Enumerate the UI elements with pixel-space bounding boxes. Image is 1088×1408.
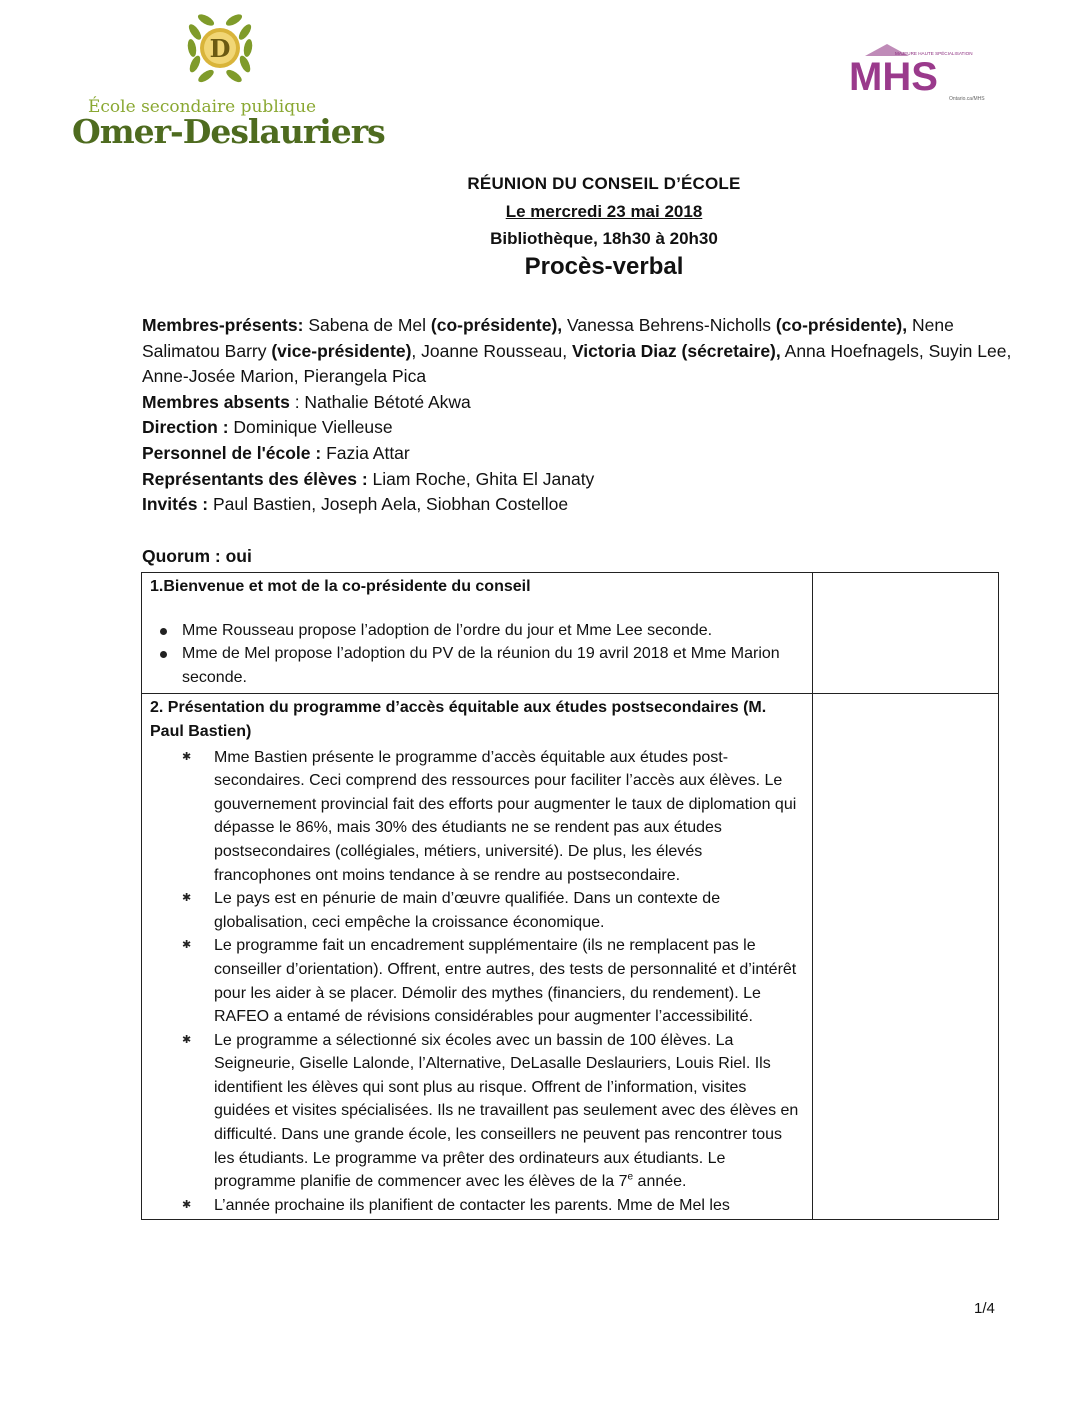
page-number: 1/4 [974, 1300, 995, 1317]
students-label: Représentants des élèves : [142, 468, 368, 489]
section-title: 1.Bienvenue et mot de la co-présidente du conseil [150, 578, 531, 595]
list-item: ✱ L’année prochaine ils planifient de contacter les parents. Mme de Mel les [214, 1194, 802, 1218]
member-name: Nene Salimatou Barry [142, 315, 954, 361]
staff-name: Fazia Attar [321, 442, 410, 463]
agenda-table [141, 572, 999, 1220]
meeting-date: Le mercredi 23 mai 2018 [505, 202, 703, 221]
section-title: 2. Présentation du programme d’accès équitable aux études postsecondaires (M. Paul Bastien) [150, 699, 767, 740]
quorum: Quorum : oui [142, 546, 252, 566]
attendance-block [142, 313, 1012, 518]
meeting-place: Bibliothèque, 18h30 à 20h30 [490, 229, 718, 248]
list-item: ✱ Le programme fait un encadrement supplémentaire (ils ne remplacent pas le conseiller d’orientation). Offrent, entre autres, des tests de personnalité et d’intérêt pour les aider à se placer. Démolir des mythes (financiers, du rendement). Le RAFEO a entamé de révisions considérables pour augmenter l’accessibilité. [214, 934, 802, 1028]
table-row [142, 573, 999, 694]
mhs-small-text: MAJEURE HAUTE SPÉCIALISATION [895, 51, 973, 56]
document-type: Procès-verbal [524, 253, 684, 280]
list-item [214, 1029, 802, 1194]
member-role: (co-présidente), [775, 315, 908, 335]
agenda-item-1 [142, 573, 813, 694]
list-item: ✱ Mme Bastien présente le programme d’accès équitable aux études post-secondaires. Ceci comprend des ressources pour faciliter l’accès aux élèves. Le gouvernement provincial fait des efforts pour augmenter le taux de diplomation qui dépasse le 86%, mais 30% des étudiants ne se rendent pas aux études postsecondaires (collégiales, métiers, université). De plus, les élevés francophones ont moins tendance à se rendre au postsecondaire. [214, 746, 802, 888]
absent-label: Membres absents [142, 391, 290, 412]
staff-label: Personnel de l'école : [142, 442, 322, 463]
absent-names: : Nathalie Bétoté Akwa [289, 391, 471, 412]
mhs-text: MHS [849, 55, 938, 99]
list-item: ✱ Le pays est en pénurie de main d’œuvre qualifiée. Dans un contexte de globalisation, ceci empêche la croissance économique. [214, 887, 802, 934]
direction-label: Direction : [142, 417, 229, 438]
agenda-item-2 [142, 694, 813, 1220]
bullet-list [150, 746, 802, 1218]
direction-name: Dominique Vielleuse [228, 417, 393, 438]
notes-cell [813, 573, 999, 694]
school-logo [70, 8, 385, 151]
guests-names: Paul Bastien, Joseph Aela, Siobhan Costelloe [208, 494, 569, 515]
member-secretary: Victoria Diaz (sécretaire), [571, 340, 781, 361]
member-name: Vanessa Behrens-Nicholls [562, 315, 776, 335]
document-header [0, 174, 1088, 281]
students-names: Liam Roche, Ghita El Janaty [367, 468, 595, 489]
mhs-logo [845, 42, 1005, 107]
member-name: Sabena de Mel [303, 315, 431, 335]
member-name: , Joanne Rousseau, [411, 340, 572, 361]
list-item: Mme Rousseau propose l’adoption de l’ordre du jour et Mme Lee seconde. [182, 619, 802, 643]
meeting-title: RÉUNION DU CONSEIL D’ÉCOLE [467, 174, 741, 193]
laurel-medallion-icon [180, 8, 260, 88]
table-row [142, 694, 999, 1220]
member-role: (co-présidente), [430, 315, 563, 335]
member-role: (vice-présidente) [271, 340, 412, 361]
member-names: Anna Hoefnagels, Suyin Lee, Anne-Josée Marion, Pierangela Pica [142, 340, 1012, 387]
medallion-letter: D [209, 34, 231, 63]
absent-members [142, 390, 1012, 416]
school-name: Omer-Deslauriers [72, 112, 385, 151]
guests [142, 492, 1012, 518]
list-item: Mme de Mel propose l’adoption du PV de la réunion du 19 avril 2018 et Mme Marion seconde. [182, 642, 802, 689]
present-label: Membres-présents: [142, 315, 304, 335]
notes-cell [813, 694, 999, 1220]
school-subtitle: École secondaire publique [88, 97, 317, 117]
superscript: e [627, 1171, 634, 1183]
guests-label: Invités : [142, 494, 209, 515]
school-staff [142, 441, 1012, 467]
mhs-sub-text: Ontario.ca/MHS [949, 96, 985, 102]
direction [142, 415, 1012, 441]
item-text-end: année. [633, 1173, 687, 1191]
item-text: Le programme a sélectionné six écoles avec un bassin de 100 élèves. La Seigneurie, Giselle Lalonde, l’Alternative, DeLasalle Deslauriers, Louis Riel. Ils identifient les élèves qui sont plus au risque. Offrent de l’information, visites guidées et visites spécialisées. Ils ne travaillent pas seulement avec des élèves en difficulté. Dans une grande école, les conseillers ne peuvent pas rencontrer tous les étudiants. Le programme va prêter des ordinateurs aux étudiants. Le programme planifie de commencer avec les élèves de la 7 [214, 1031, 799, 1191]
bullet-list [150, 619, 802, 690]
student-reps [142, 467, 1012, 493]
present-members [142, 313, 1012, 390]
